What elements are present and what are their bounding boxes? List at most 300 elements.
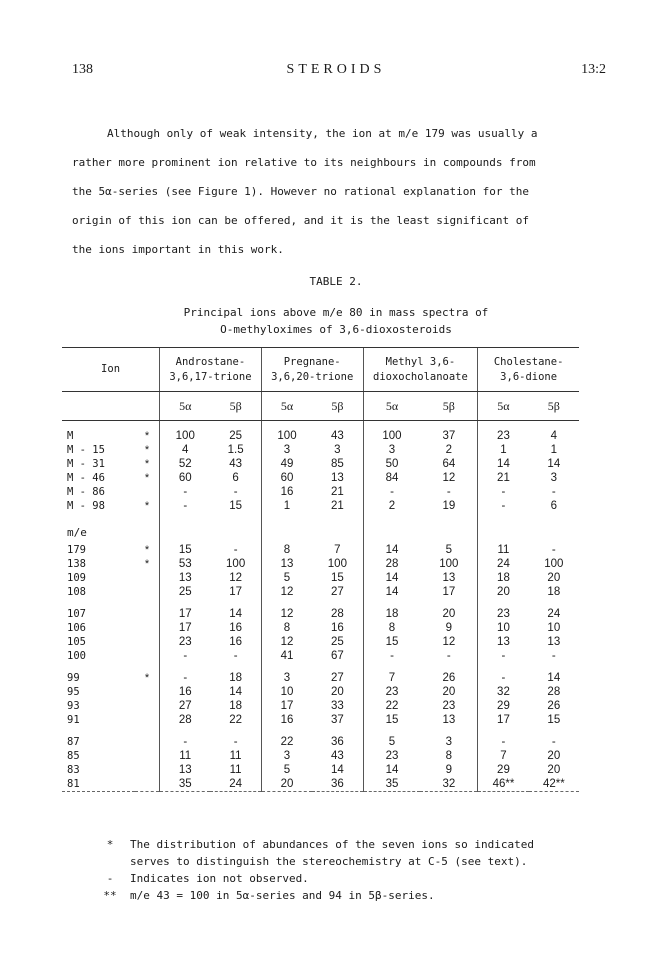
abundance-value: 8 [445,750,453,762]
spacer-cell [160,421,211,430]
abundance-value: - [233,486,238,498]
spacer-cell [312,521,363,543]
group-spacer [62,663,579,671]
ion-label: 95 [67,686,80,698]
spacer-cell [210,727,261,735]
diagnostic-marker [135,749,160,763]
table-row [62,557,579,571]
abundance-value: 18 [363,607,420,621]
diagnostic-marker [135,713,160,727]
abundance-value: - [551,544,556,556]
abundance-value: 7 [363,671,420,685]
diagnostic-marker: * [144,458,150,470]
abundance-value: 21 [478,471,529,485]
abundance-value: 52 [160,457,211,471]
diagnostic-marker [135,607,160,621]
table-row [62,763,579,777]
ion-label: 108 [67,586,86,598]
abundance-value: 5 [261,763,312,777]
table-row [62,777,579,792]
abundance-value: 20 [478,585,529,599]
abundance-value: 13 [442,572,456,584]
abundance-value: 17 [160,607,211,621]
abundance-value: 28 [363,557,420,571]
diagnostic-marker [135,621,160,635]
abundance-value: 13 [261,557,312,571]
abundance-value: 15 [363,713,420,727]
spacer-cell [261,727,312,735]
abundance-value: 16 [229,622,243,634]
spacer-cell [420,521,477,543]
spacer-cell [363,663,420,671]
diagnostic-marker [135,735,160,749]
ion-label: 99 [67,672,80,684]
abundance-value: 7 [478,749,529,763]
spacer-cell [210,521,261,543]
ion-label: 179 [67,544,86,556]
abundance-value: 11 [160,749,211,763]
ion-abundance-table [62,347,579,792]
spacer-cell [312,421,363,430]
abundance-value: 14 [547,458,561,470]
table-caption [0,304,672,338]
abundance-value: 25 [160,585,211,599]
abundance-value: 28 [330,608,344,620]
abundance-value: 11 [229,750,242,762]
table-row [62,499,579,513]
spacer-cell [363,521,420,543]
abundance-value: 5 [261,571,312,585]
abundance-value: 11 [478,543,529,557]
table-row [62,713,579,727]
abundance-value: 14 [363,763,420,777]
abundance-value: 3 [363,443,420,457]
spacer-cell [363,727,420,735]
compound-header: Pregnane- 3,6,20-trione [261,348,363,392]
abundance-value: - [233,736,238,748]
footnote-line: Indicates ion not observed. [130,872,309,885]
abundance-value: 100 [363,429,420,443]
diagnostic-marker: * [144,558,150,570]
abundance-value: 8 [363,621,420,635]
paragraph-line: origin of this ion can be offered, and it is the least significant of [72,214,529,227]
series-label: 5β [420,392,477,421]
abundance-value: 1 [550,444,558,456]
abundance-value: - [160,671,211,685]
abundance-value: 3 [445,736,453,748]
abundance-value: - [478,485,529,499]
ion-label: M - 86 [67,486,105,498]
diagnostic-marker [135,635,160,649]
ion-label: 83 [67,764,80,776]
abundance-value: 14 [363,543,420,557]
series-label: 5α [261,392,312,421]
diagnostic-marker: * [144,500,150,512]
abundance-value: 14 [330,764,344,776]
ion-label: 109 [67,572,86,584]
diagnostic-marker: * [144,430,150,442]
abundance-value: 1 [478,443,529,457]
group-spacer [62,421,579,430]
spacer-cell [420,513,477,521]
spacer-cell [261,513,312,521]
footnote-symbol: * [106,838,114,851]
ion-label: 93 [67,700,80,712]
spacer-cell [210,513,261,521]
group-spacer [62,513,579,521]
spacer-cell [478,663,529,671]
abundance-value: 100 [160,429,211,443]
abundance-value: 17 [442,586,456,598]
spacer-cell [478,421,529,430]
caption-line: O-methyloximes of 3,6-dioxosteroids [220,323,452,336]
abundance-value: 23 [363,749,420,763]
footnote-line: The distribution of abundances of the seven ions so indicated [130,838,534,851]
abundance-value: 60 [160,471,211,485]
mz-heading-row [62,521,579,543]
abundance-value: 12 [261,607,312,621]
spacer-cell [62,663,160,671]
abundance-value: - [160,485,211,499]
abundance-value: 100 [544,558,564,570]
table-row [62,543,579,557]
abundance-value: 13 [547,636,561,648]
spacer-cell [420,727,477,735]
abundance-value: 84 [363,471,420,485]
table-row [62,735,579,749]
abundance-value: 37 [330,714,344,726]
diagnostic-marker [135,571,160,585]
abundance-value: 23 [478,607,529,621]
spacer-cell [312,727,363,735]
abundance-value: 3 [261,749,312,763]
series-label: 5α [363,392,420,421]
abundance-value: 15 [160,543,211,557]
abundance-value: 64 [442,458,456,470]
abundance-value: 27 [330,672,344,684]
abundance-value: 41 [261,649,312,663]
abundance-value: 4 [550,430,558,442]
abundance-value: - [478,499,529,513]
diagnostic-marker [135,763,160,777]
abundance-value: 18 [229,672,243,684]
spacer-cell [62,421,160,430]
paragraph-line: Although only of weak intensity, the ion at m/e 179 was usually a [107,127,538,140]
footnote [98,887,534,904]
abundance-value: 20 [547,764,561,776]
ion-label: 91 [67,714,80,726]
table-row [62,649,579,663]
group-spacer [62,727,579,735]
abundance-value: 16 [160,685,211,699]
abundance-value: 20 [442,686,456,698]
spacer-cell [529,663,579,671]
abundance-value: 85 [330,458,344,470]
abundance-value: 14 [478,457,529,471]
abundance-value: 21 [330,486,344,498]
abundance-value: 3 [550,472,558,484]
footnote-symbol: - [106,872,114,885]
spacer-cell [261,521,312,543]
table-row [62,621,579,635]
group-spacer [62,599,579,607]
abundance-value: 12 [442,636,456,648]
body-paragraph [72,119,602,264]
table-row [62,471,579,485]
abundance-value: 17 [261,699,312,713]
diagnostic-marker: * [144,472,150,484]
abundance-value: 5 [445,544,453,556]
abundance-value: 8 [261,543,312,557]
footnote-line: m/e 43 = 100 in 5α-series and 94 in 5β-series. [130,889,435,902]
ion-label: 85 [67,750,80,762]
paragraph-line: rather more prominent ion relative to its neighbours in compounds from [72,156,536,169]
footnote-symbol: ** [103,889,117,902]
abundance-value: - [233,650,238,662]
table-row [62,671,579,685]
abundance-value: 46** [478,777,529,792]
abundance-value: 6 [232,472,239,484]
abundance-value: 23 [442,700,456,712]
paragraph-line: the ions important in this work. [72,243,284,256]
abundance-value: 12 [442,472,456,484]
abundance-value: 27 [160,699,211,713]
footnote [98,836,534,870]
table-label: TABLE 2. [309,275,363,288]
abundance-value: 9 [445,764,453,776]
abundance-value: 16 [330,622,344,634]
mz-heading: m/e [67,525,87,539]
abundance-value: 15 [547,714,561,726]
abundance-value: - [478,735,529,749]
diagnostic-marker [135,699,160,713]
abundance-value: - [363,649,420,663]
abundance-value: 15 [363,635,420,649]
abundance-value: 42** [529,777,579,792]
spacer-cell [62,513,160,521]
diagnostic-marker: * [144,444,150,456]
abundance-value: 14 [363,571,420,585]
compound-header: Androstane- 3,6,17-trione [160,348,262,392]
spacer-cell [420,663,477,671]
ion-label: M [67,430,74,442]
abundance-value: 100 [261,429,312,443]
abundance-value: 14 [547,672,561,684]
spacer-cell [363,513,420,521]
abundance-value: 24 [210,777,261,792]
abundance-value: 25 [330,636,344,648]
abundance-value: 16 [261,713,312,727]
spacer-cell [160,521,211,543]
abundance-value: - [446,650,451,662]
abundance-value: 20 [330,686,344,698]
ion-label: M - 46 [67,472,105,484]
abundance-value: 50 [363,457,420,471]
abundance-value: 14 [229,608,243,620]
abundance-value: 4 [160,443,211,457]
abundance-value: 29 [478,699,529,713]
abundance-value: 12 [229,572,243,584]
series-label: 5β [210,392,261,421]
abundance-value: 24 [478,557,529,571]
table-header-row [62,348,579,392]
abundance-value: 1 [261,499,312,513]
abundance-value: 49 [261,457,312,471]
abundance-value: 100 [226,558,246,570]
abundance-value: 19 [442,500,456,512]
series-label: 5β [312,392,363,421]
diagnostic-marker [135,485,160,499]
compound-header: Methyl 3,6- dioxocholanoate [363,348,478,392]
abundance-value: 27 [330,586,344,598]
abundance-value: 20 [442,608,456,620]
abundance-value: 20 [261,777,312,792]
abundance-value: 25 [229,430,243,442]
abundance-value: - [446,486,451,498]
abundance-value: - [160,499,211,513]
page-number: 138 [72,62,93,77]
abundance-value: 35 [160,777,211,792]
abundance-value: 14 [363,585,420,599]
spacer-cell [261,663,312,671]
spacer-cell [62,727,160,735]
abundance-value: 9 [445,622,453,634]
series-label: 5β [529,392,579,421]
section-number: 13:2 [581,62,606,77]
footnote-line: serves to distinguish the stereochemistry at C-5 (see text). [130,855,528,868]
diagnostic-marker [135,585,160,599]
abundance-value: 16 [229,636,243,648]
table-row [62,443,579,457]
spacer-cell [210,421,261,430]
series-label: 5α [160,392,211,421]
table-row [62,585,579,599]
table-row [62,485,579,499]
abundance-value: 26 [442,672,456,684]
abundance-value: 43 [229,458,243,470]
spacer-cell [478,599,529,607]
spacer-cell [478,727,529,735]
abundance-value: 5 [363,735,420,749]
abundance-value: - [233,544,238,556]
abundance-value: 12 [261,635,312,649]
diagnostic-marker [135,685,160,699]
spacer-cell [529,599,579,607]
abundance-value: 26 [547,700,561,712]
abundance-value: - [363,485,420,499]
abundance-value: 100 [439,558,459,570]
abundance-value: 14 [229,686,243,698]
abundance-value: - [478,671,529,685]
abundance-value: 2 [363,499,420,513]
spacer-cell [420,421,477,430]
abundance-value: 36 [330,736,344,748]
abundance-value: 1.5 [227,444,244,456]
abundance-value: 67 [330,650,344,662]
abundance-value: 43 [330,430,344,442]
abundance-value: 3 [334,444,341,456]
abundance-value: 3 [261,671,312,685]
abundance-value: 43 [330,750,344,762]
abundance-value: 13 [160,571,211,585]
series-header-row [62,392,579,421]
ion-label: M - 98 [67,500,105,512]
spacer-cell [160,727,211,735]
abundance-value: 13 [160,763,211,777]
abundance-value: 10 [547,622,561,634]
spacer-cell [529,421,579,430]
abundance-value: 16 [261,485,312,499]
diagnostic-marker: * [144,672,150,684]
spacer-cell [210,599,261,607]
table-row [62,457,579,471]
abundance-value: 18 [547,586,561,598]
abundance-value: 23 [160,635,211,649]
spacer-cell [261,421,312,430]
caption-line: Principal ions above m/e 80 in mass spectra of [183,306,489,319]
abundance-value: - [551,736,556,748]
spacer-cell [312,599,363,607]
table-row [62,699,579,713]
abundance-value: 60 [261,471,312,485]
page-header [72,62,606,82]
series-label: 5α [478,392,529,421]
abundance-value: 17 [229,586,243,598]
ion-label: 106 [67,622,86,634]
abundance-value: 29 [478,763,529,777]
ion-label: 138 [67,558,86,570]
abundance-value: 3 [261,443,312,457]
spacer-cell [478,513,529,521]
running-title: STEROIDS [286,62,386,77]
abundance-value: 36 [312,777,363,792]
spacer-cell [529,521,579,543]
abundance-value: 33 [330,700,344,712]
ion-label: 100 [67,650,86,662]
table-row [62,635,579,649]
table-row [62,685,579,699]
abundance-value: 100 [327,558,347,570]
spacer-cell [62,599,160,607]
abundance-value: 32 [478,685,529,699]
diagnostic-marker [135,777,160,792]
table-row [62,607,579,621]
abundance-value: 35 [363,777,420,792]
abundance-value: 10 [478,621,529,635]
table-row [62,749,579,763]
spacer-cell [312,663,363,671]
spacer-cell [478,521,529,543]
spacer-cell [261,599,312,607]
table-row [62,571,579,585]
ion-label: M - 15 [67,444,105,456]
ion-column-header: Ion [62,348,160,392]
abundance-value: - [551,486,556,498]
abundance-value: - [551,650,556,662]
spacer-cell [529,727,579,735]
abundance-value: 20 [547,572,561,584]
abundance-value: 7 [334,544,341,556]
ion-label: M - 31 [67,458,105,470]
abundance-value: 10 [261,685,312,699]
abundance-value: 8 [261,621,312,635]
abundance-value: 18 [229,700,243,712]
ion-label: 87 [67,736,80,748]
abundance-value: - [478,649,529,663]
spacer-cell [160,599,211,607]
spacer-cell [529,513,579,521]
abundance-value: 11 [229,764,242,776]
